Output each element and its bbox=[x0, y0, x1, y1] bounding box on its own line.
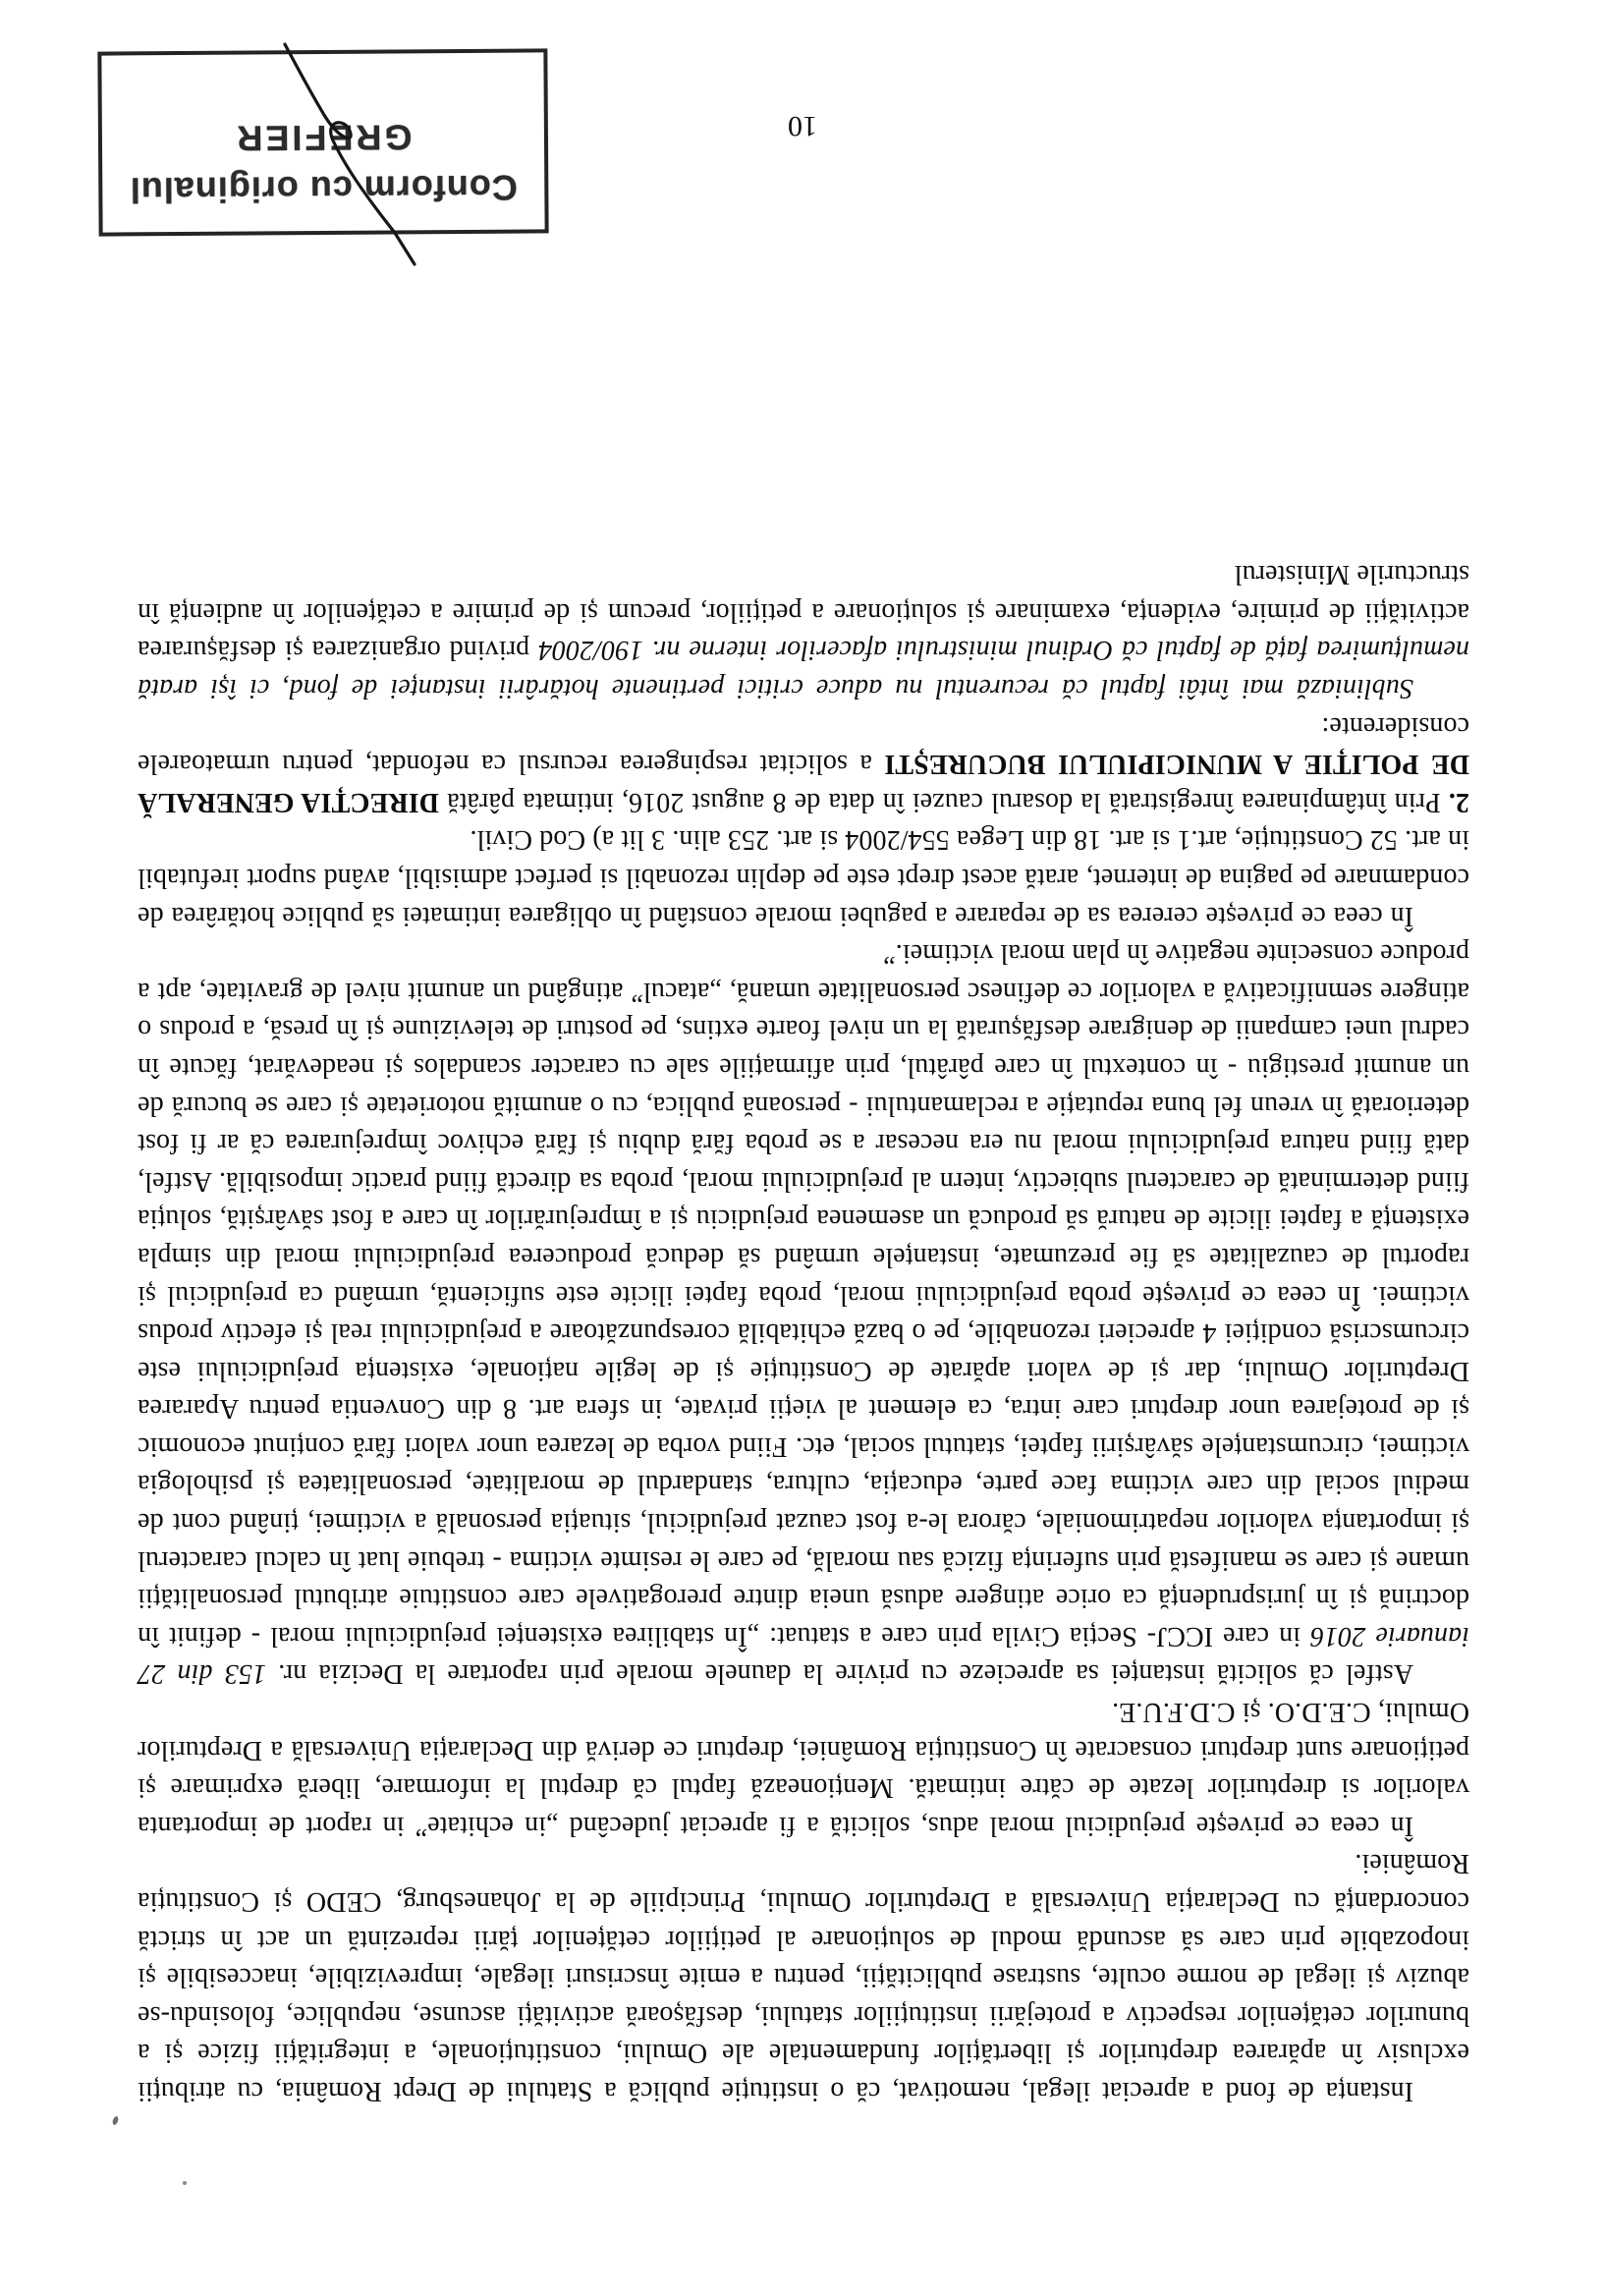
scan-speck bbox=[183, 2181, 187, 2185]
page-number: 10 bbox=[788, 110, 817, 142]
paragraph bbox=[138, 706, 1469, 820]
text-run: Prin întâmpinarea înregistrată la dosarul cauzei în data de 8 august 2016, intimata pârâtă bbox=[438, 786, 1449, 817]
scan-speck bbox=[112, 2115, 120, 2125]
text-run: În ceea ce privește prejudiciul moral adus, solicită a fi apreciat judecând „in echitate” in raport de importanta valorilor si drepturilor lezate de către intimată. Menționează faptul că dreptul la informare, liberă exprimare și petiționare sunt drepturi consacrate în Constituția României, drepturi ce derivă din Declarația Universală a Drepturilor Omului, C.E.D.O. și C.D.F.U.E. bbox=[138, 1697, 1469, 1841]
text-run: Instanța de fond a apreciat ilegal, nemotivat, că o instituție publică a Statului de Drept România, cu atribuții exclusiv în apărarea drepturilor și libertăților fundamentale ale Omului, constituționale, a integrității fizice și a bunurilor cetățenilor respectiv a protejării instituțiilor statului, desfășoară activități ascunse, nepublice, folosindu-se abuziv și ilegal de norme oculte, sustrase publicității, pentru a emite înscrisuri ilegale, imprevizibile, inaccesibile și inopozabile prin care să ascundă modul de soluționare al petițiilor cetățenilor țării reprezintă un act în strictă concordanță cu Declarația Universală a Drepturilor Omului, Principiile de la Johanesburg, CEDO și Constituția României. bbox=[138, 1848, 1469, 2106]
stamp-text-conform: Conform cu originalul bbox=[129, 167, 518, 211]
text-run: DIRECȚIA GENERALĂ DE POLIȚIE A MUNICIPIULUI BUCUREȘTI bbox=[138, 749, 1469, 817]
text-run: privind organizarea și desfășurarea activității de primire, evidența, examinare și soluționare a petițiilor, precum și de primire a cetățenilor în audiență în structurile Ministerul bbox=[137, 559, 1469, 666]
paragraph bbox=[138, 934, 1469, 1693]
text-run: 153 din 27 ianuarie 2016 bbox=[138, 1620, 1469, 1690]
text-run: Astfel că solicită instanței sa aprecieze cu privire la daunele morale prin raportare la Decizia nr. bbox=[265, 1658, 1413, 1690]
paragraph bbox=[138, 820, 1469, 934]
text-run: Subliniază mai întâi faptul că recurentul nu aduce critici pertinente hotărârii instanței de fond, ci își arată nemulțumirea față de faptul că Ordinul ministrului afacerilor interne nr. 190/2004 bbox=[138, 635, 1469, 704]
document-body bbox=[138, 555, 1469, 2109]
paragraph bbox=[138, 1692, 1469, 1843]
text-run: a solicitat respingerea recursul ca nefondat, pentru urmatoarele considerente: bbox=[138, 710, 1469, 780]
text-run: in care ICCJ- Secția Civila prin care a statuat: „În stabilirea existenței prejudiciului moral - definit în doctrină și în jurisprudență ca orice atingere adusă uneia dintre prerogativele care constituie atributul personalității umane și care se manifestă prin suferința fizică sau morală, pe care le resimte victima - trebuie luat în calcul caracterul și importanța valorilor nepatrimoniale, cărora le-a fost cauzat prejudiciul, situația personală a victimei, ținând cont de mediul social din care victima face parte, educația, cultura, standardul de moralitate, personalitatea și psihologia victimei, circumstanțele săvârșirii faptei, statutul social, etc. Fiind vorba de lezarea unor valori fără conținut economic și de protejarea unor drepturi care intra, ca element al vieții private, in sfera art. 8 din Conventia pentru Apararea Drepturilor Omului, dar și de valori apărate de Constituție și de legile naționale, existența prejudiciului este circumscrisă condiției 4 aprecieri rezonabile, pe o bază echitabilă corespunzătoare a prejudiciului real și efectiv produs victimei. În ceea ce privește proba prejudiciului moral, proba faptei ilicite este suficientă, urmând ca prejudiciul și raportul de cauzalitate să fie prezumate, instanțele urmând să deducă producerea prejudiciului moral din simpla existență a faptei ilicite de natură să producă un asemenea prejudiciu și a împrejurărilor în care a fost săvârșită, soluția fiind determinată de caracterul subiectiv, intern al prejudiciului moral, proba sa directă fiind practic imposibilă. Astfel, dată fiind natura prejudiciului moral nu era necesar a se proba fără dubiu și fără echivoc împrejurarea că ar fi fost deteriorată în vreun fel buna reputație a reclamantului - persoană publica, cu o anumită notorietate și care se bucură de un anumit prestigiu - în contextul în care pârâtul, prin afirmațiile sale cu caracter scandalos și neadevărat, făcute în cadrul unei campanii de denigrare desfășurată la un nivel foarte extins, pe posturi de televiziune și în presă, a produs o atingere semnificativă a valorilor ce definesc personalitate umană, „atacul” atingând un anumit nivel de gravitate, apt a produce consecinte negative în plan moral victimei.” bbox=[137, 938, 1469, 1652]
paragraph bbox=[138, 1844, 1469, 2109]
paragraph bbox=[138, 555, 1469, 706]
text-run: În ceea ce privește cererea sa de reparare a pagubei morale constând în obligarea intimatei să publice hotărârea de condamnare pe pagina de internet, arată acest drept este pe deplin rezonabil si perfect admisibil, având suport irefutabil in art. 52 Constituție, art.1 si art. 18 din Legea 554/2004 si art. 253 alin. 3 lit a) Cod Civil. bbox=[138, 824, 1469, 931]
signature-stroke bbox=[57, 36, 548, 292]
stamp-text-grefier: GREFIER bbox=[234, 117, 413, 159]
text-run: 2. bbox=[1448, 786, 1469, 817]
